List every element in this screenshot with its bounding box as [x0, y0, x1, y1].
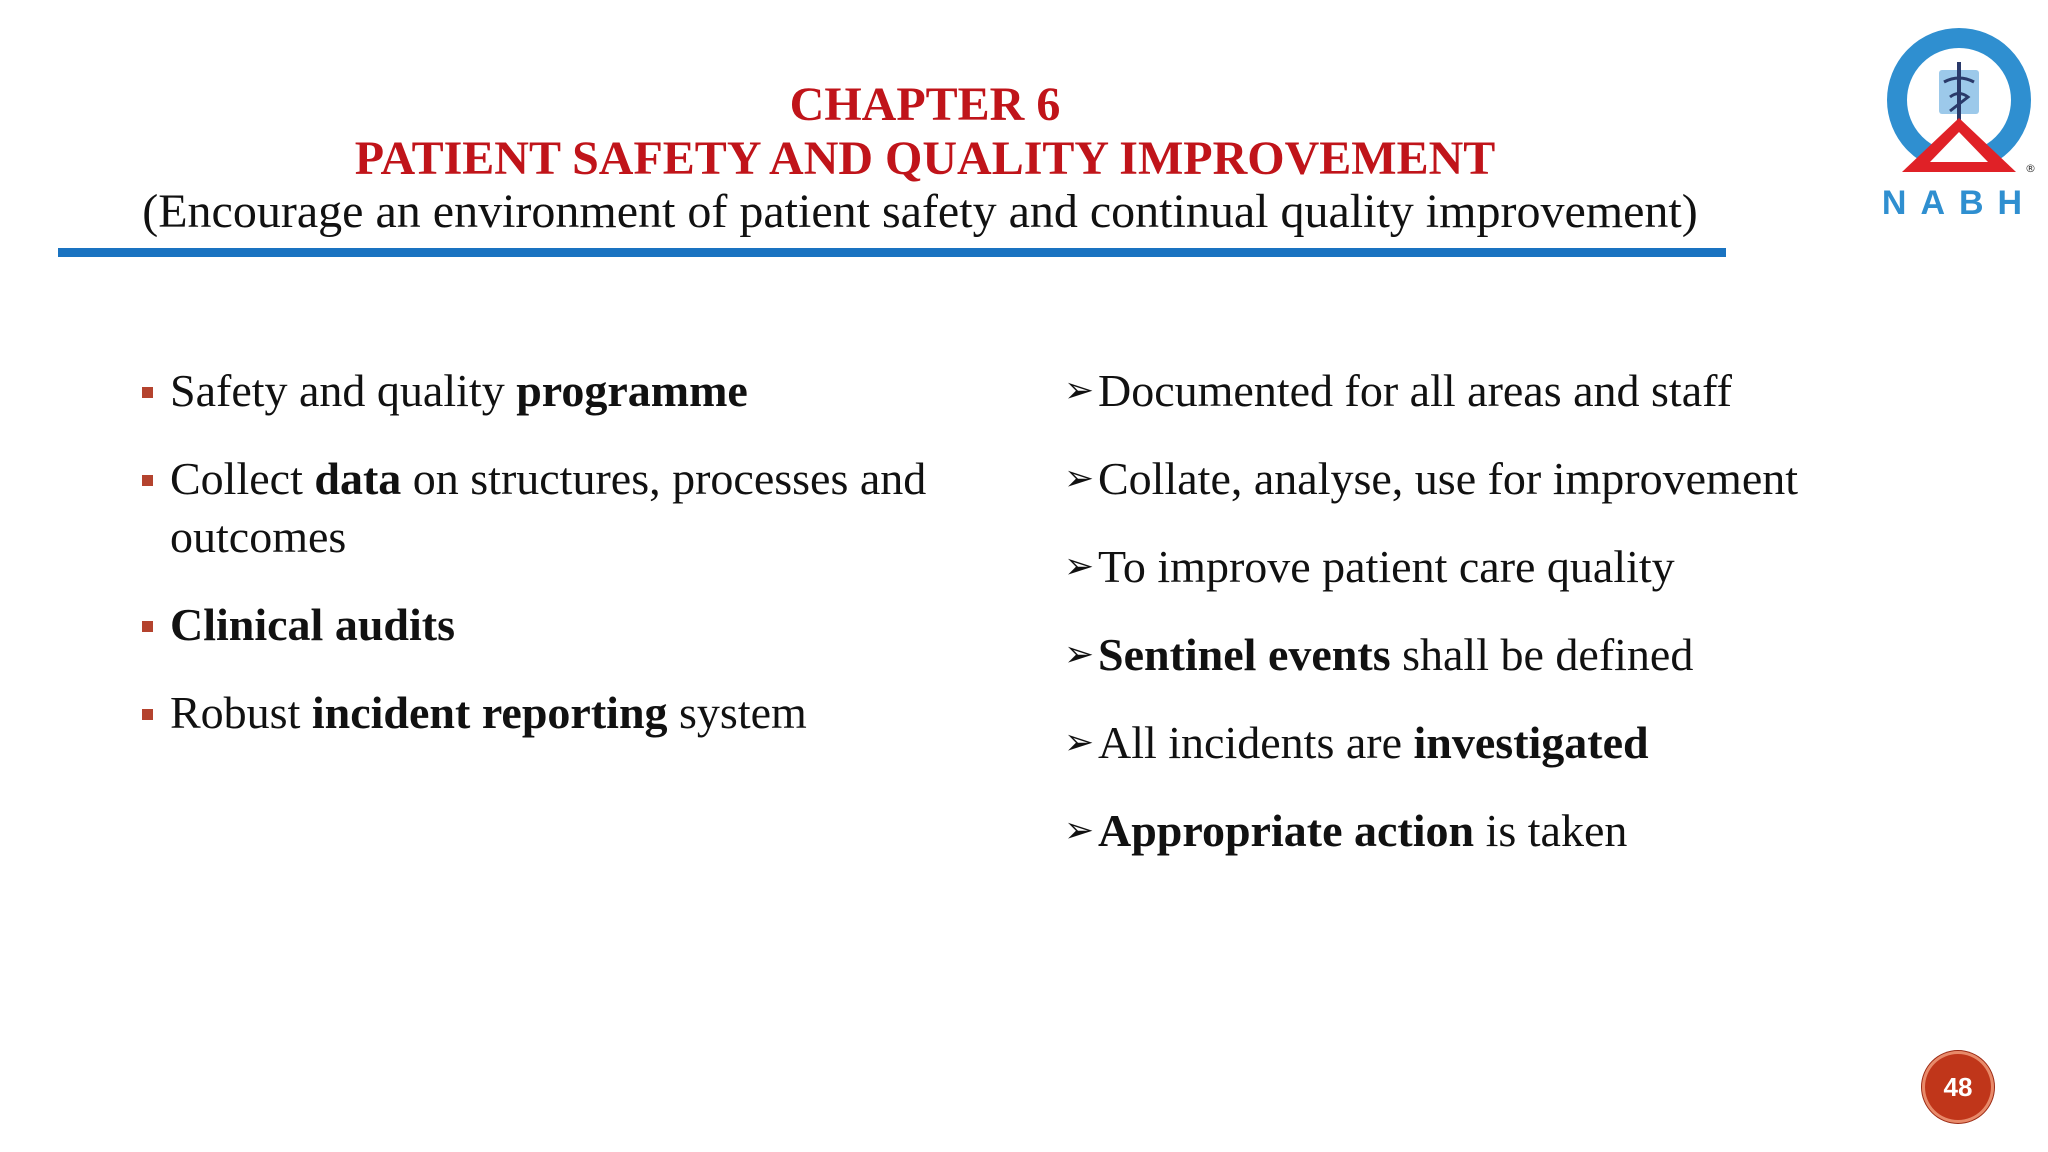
item-bold-text: programme [516, 365, 748, 416]
chapter-label: CHAPTER 6 [789, 78, 1061, 131]
arrow-bullet-icon: ➢ [1064, 546, 1095, 587]
square-bullet-icon [142, 621, 153, 632]
arrow-bullet-icon: ➢ [1064, 458, 1095, 499]
item-bold-text: Clinical audits [170, 599, 456, 650]
list-item [140, 596, 1020, 654]
arrow-bullet-icon: ➢ [1064, 370, 1095, 411]
list-item [140, 684, 1020, 742]
item-bold-text: Sentinel events [1098, 629, 1391, 680]
page-number-badge: 48 [1922, 1051, 1994, 1123]
list-item [140, 362, 1020, 420]
item-text: is taken [1474, 805, 1628, 856]
square-bullet-icon [142, 387, 153, 398]
item-text: Robust [170, 687, 312, 738]
arrow-bullet-icon: ➢ [1064, 810, 1095, 851]
item-text: All incidents are [1098, 717, 1414, 768]
item-text: shall be defined [1390, 629, 1694, 680]
item-text: Collect [170, 453, 315, 504]
item-bold-text: Appropriate action [1098, 805, 1475, 856]
item-text: Safety and quality [170, 365, 517, 416]
list-item [1064, 450, 1824, 508]
square-bullet-icon [142, 709, 153, 720]
chapter-subtitle: (Encourage an environment of patient safety and continual quality improvement) [142, 185, 1698, 238]
left-bullet-list [140, 362, 1020, 772]
item-text: on structures, processes and outcomes [170, 453, 927, 562]
list-item [1064, 626, 1824, 684]
nabh-logo-icon [1880, 22, 2038, 222]
list-item [1064, 714, 1824, 772]
chapter-title: PATIENT SAFETY AND QUALITY IMPROVEMENT [354, 132, 1496, 185]
arrow-bullet-icon: ➢ [1064, 634, 1095, 675]
title-divider [58, 248, 1726, 257]
item-text: system [667, 687, 807, 738]
square-bullet-icon [142, 475, 153, 486]
right-bullet-list [1064, 362, 1824, 890]
list-item [140, 450, 1020, 566]
item-text: To improve patient care quality [1098, 541, 1675, 592]
list-item [1064, 538, 1824, 596]
item-bold-text: data [314, 453, 402, 504]
arrow-bullet-icon: ➢ [1064, 722, 1095, 763]
item-text: Documented for all areas and staff [1098, 365, 1732, 416]
list-item [1064, 802, 1824, 860]
item-bold-text: investigated [1413, 717, 1649, 768]
list-item [1064, 362, 1824, 420]
nabh-logo-graphic [1880, 22, 2038, 222]
registered-mark: ® [2025, 162, 2036, 175]
item-text: Collate, analyse, use for improvement [1098, 453, 1799, 504]
item-bold-text: incident reporting [311, 687, 668, 738]
title-block [100, 78, 1750, 186]
logo-text: NABH [1881, 184, 2037, 222]
